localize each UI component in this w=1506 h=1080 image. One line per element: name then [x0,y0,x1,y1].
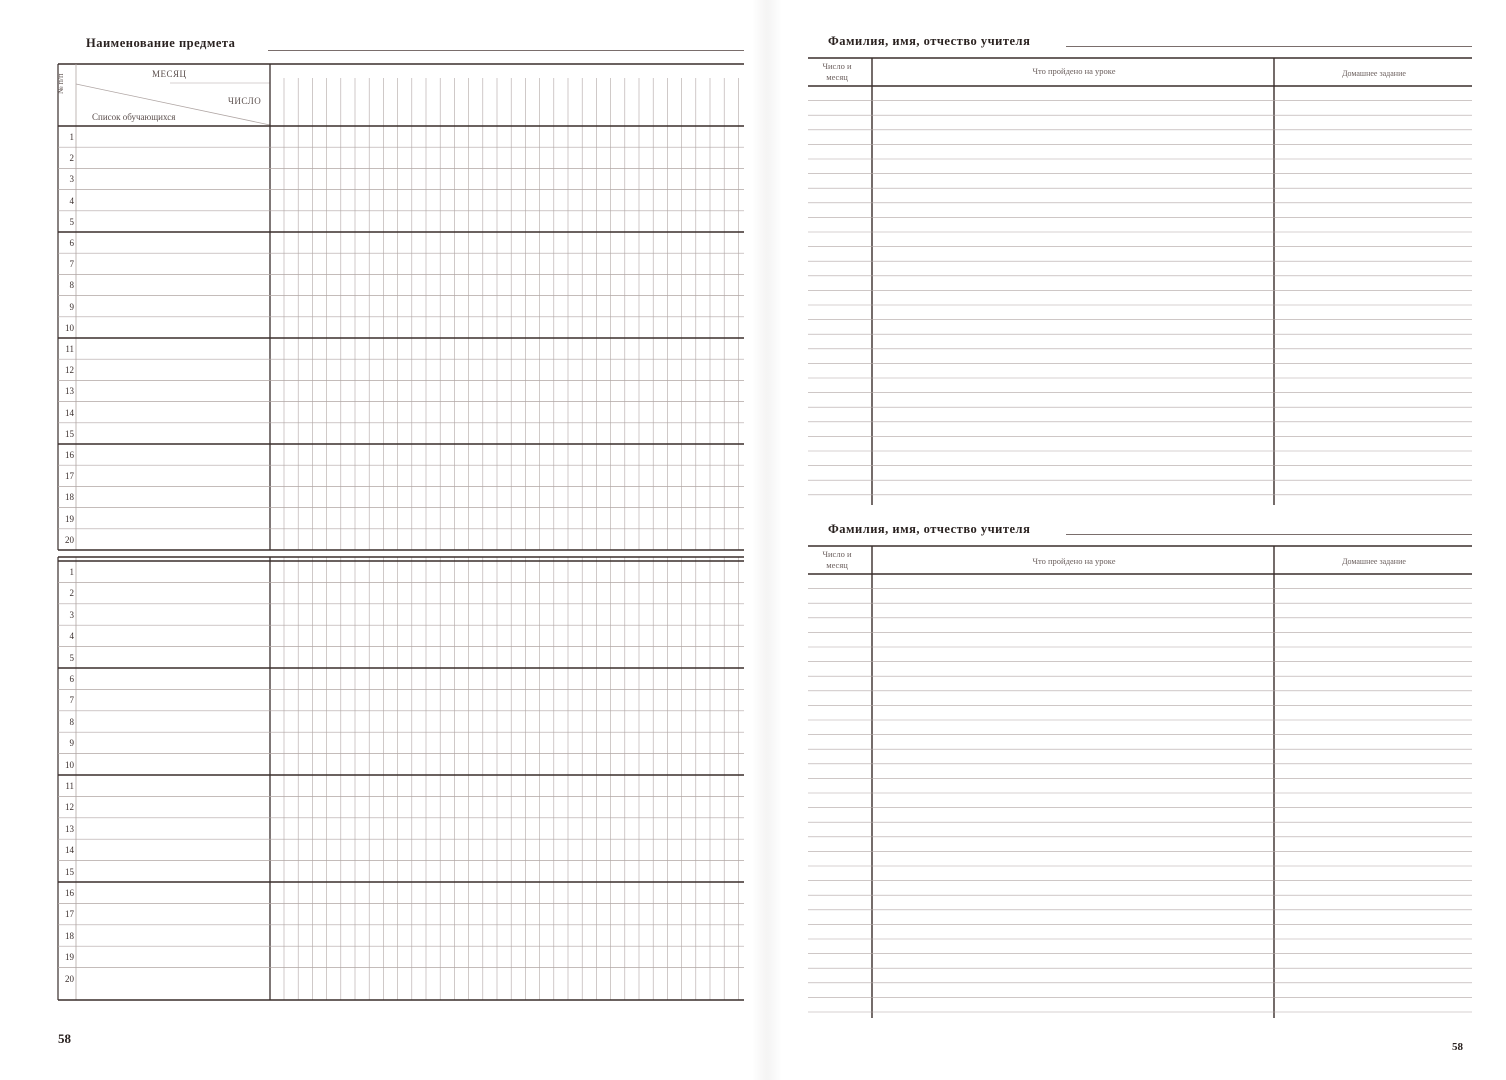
row-number: 14 [65,407,74,418]
header-month-label: МЕСЯЦ [152,69,187,79]
header-students-label: Список обучающихся [92,112,176,122]
table-2-col-homework: Домашнее задание [1342,557,1406,566]
table-2-col-date: Число и месяц [822,549,852,570]
table-1-col-date: Число и месяц [822,61,852,82]
row-number: 7 [69,259,74,270]
teacher-label-2: Фамилия, имя, отчество учителя [828,522,1031,536]
row-number: 18 [65,930,74,941]
table-1-col-homework: Домашнее задание [1342,69,1406,78]
row-number: 12 [65,802,74,813]
row-number: 7 [69,695,74,706]
page-number-right: 58 [1452,1041,1463,1053]
row-number: 12 [65,365,74,376]
row-number: 16 [65,888,74,898]
row-number: 20 [65,973,74,984]
row-number: 13 [65,823,74,834]
row-number: 1 [69,567,74,577]
row-number: 19 [65,513,74,524]
row-number: 3 [69,609,74,620]
row-number: 3 [69,174,74,185]
table-1-col-lesson: Что пройдено на уроке [1032,66,1116,76]
row-number: 17 [65,909,74,920]
row-number: 13 [65,386,74,397]
row-number: 14 [65,845,74,856]
table-2-col-lesson: Что пройдено на уроке [1032,556,1116,566]
row-number: 16 [65,450,74,460]
row-number: 11 [65,344,74,354]
header-no-label: № п/п [56,73,65,94]
row-number: 18 [65,492,74,503]
row-number: 15 [65,866,74,877]
row-number: 6 [69,238,74,248]
row-number: 10 [65,322,74,333]
row-number: 9 [69,738,74,749]
row-number: 19 [65,952,74,963]
page-number-left: 58 [58,1031,71,1046]
row-number: 2 [69,153,74,164]
row-number: 4 [69,631,74,642]
row-number: 2 [69,588,74,599]
row-number: 6 [69,674,74,684]
row-number: 20 [65,534,74,545]
row-number: 15 [65,428,74,439]
row-number: 10 [65,759,74,770]
row-number: 4 [69,195,74,206]
row-number: 8 [69,280,74,291]
header-day-label: ЧИСЛО [228,96,262,106]
row-number: 1 [69,132,74,142]
row-number: 5 [69,216,74,227]
teacher-label-1: Фамилия, имя, отчество учителя [828,34,1031,48]
right-page [760,0,1506,1080]
row-number: 9 [69,301,74,312]
row-number: 8 [69,716,74,727]
row-number: 17 [65,471,74,482]
lesson-tables [760,0,1506,1080]
row-number: 5 [69,652,74,663]
row-number: 11 [65,781,74,791]
subject-label: Наименование предмета [86,36,236,50]
